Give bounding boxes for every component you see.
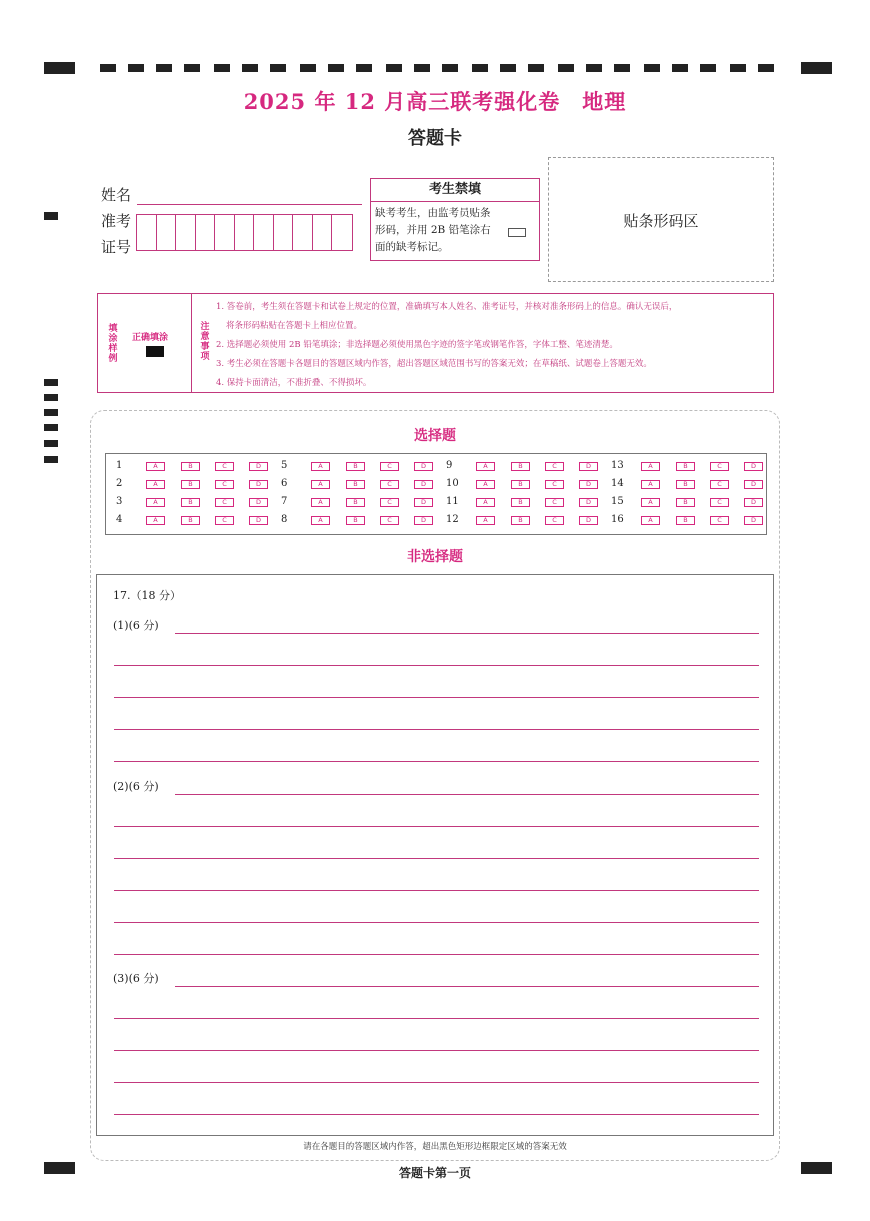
option-bubble-b[interactable]: B [181,480,200,489]
id-label-line1: 准考 [101,212,132,230]
id-digit-cell[interactable] [293,215,313,250]
question-number: 12 [446,514,459,525]
option-bubble-d[interactable]: D [579,498,598,507]
question-number: 5 [281,460,288,471]
answer-line[interactable] [114,922,759,923]
option-bubble-c[interactable]: C [380,498,399,507]
absent-box-instructions: 缺考考生，由监考员贴条形码，并用 2B 铅笔涂右面的缺考标记。 [375,207,491,253]
question-17-label: 17.（18 分） [113,589,181,602]
timing-mark-left [44,379,58,386]
option-bubble-a[interactable]: A [311,462,330,471]
timing-dash [442,64,458,72]
question-number: 14 [611,478,624,489]
option-bubble-b[interactable]: B [181,462,200,471]
option-bubble-d[interactable]: D [414,462,433,471]
option-bubble-a[interactable]: A [641,480,660,489]
answer-line[interactable] [114,954,759,955]
option-bubble-d[interactable]: D [579,462,598,471]
answer-line[interactable] [175,794,759,795]
option-bubble-d[interactable]: D [249,480,268,489]
timing-dash [100,64,116,72]
option-bubble-d[interactable]: D [579,480,598,489]
option-bubble-c[interactable]: C [380,516,399,525]
rule-2: 2. 选择题必须使用 2B 铅笔填涂；非选择题必须使用黑色字迹的签字笔或钢笔作答，字体工整、笔迹清楚。 [216,340,618,350]
option-bubble-a[interactable]: A [476,498,495,507]
option-bubble-d[interactable]: D [744,516,763,525]
timing-mark-left [44,456,58,463]
option-bubble-a[interactable]: A [476,480,495,489]
sub-question-label: (1)(6 分) [113,619,159,632]
answer-line[interactable] [175,986,759,987]
rules-list [216,298,776,393]
timing-dash [586,64,602,72]
question-number: 16 [611,514,624,525]
option-bubble-c[interactable]: C [380,462,399,471]
nonchoice-section-title: 非选择题 [407,549,463,565]
timing-dash [270,64,286,72]
absent-checkbox[interactable] [508,228,526,237]
question-number: 3 [116,496,123,507]
id-digit-cell[interactable] [157,215,177,250]
timing-dash [356,64,372,72]
sub-question-label: (2)(6 分) [113,780,159,793]
id-label-line2: 证号 [101,238,132,256]
correct-fill-label: 正确填涂 [132,333,169,343]
timing-dash [386,64,402,72]
option-bubble-c[interactable]: C [215,516,234,525]
question-number: 8 [281,514,288,525]
answer-line[interactable] [114,826,759,827]
timing-dash [700,64,716,72]
option-bubble-d[interactable]: D [249,516,268,525]
timing-dash [414,64,430,72]
page-title: 2025 年 12 月高三联考强化卷 地理 [243,89,627,114]
question-number: 9 [446,460,453,471]
timing-dash [758,64,774,72]
name-field[interactable] [137,204,362,205]
option-bubble-d[interactable]: D [744,498,763,507]
timing-dash [242,64,258,72]
answer-line[interactable] [114,665,759,666]
option-bubble-b[interactable]: B [511,480,530,489]
answer-line[interactable] [114,858,759,859]
option-bubble-d[interactable]: D [744,462,763,471]
sub-question-label: (3)(6 分) [113,972,159,985]
question-number: 13 [611,460,624,471]
correct-fill-sample [146,346,164,357]
absent-box-title: 考生禁填 [371,179,539,202]
option-bubble-a[interactable]: A [641,516,660,525]
absent-mark-box [370,178,540,261]
option-bubble-c[interactable]: C [710,498,729,507]
option-bubble-c[interactable]: C [545,462,564,471]
answer-line[interactable] [114,1050,759,1051]
option-bubble-a[interactable]: A [146,462,165,471]
option-bubble-a[interactable]: A [476,516,495,525]
timing-dash [128,64,144,72]
page-subtitle: 答题卡 [408,128,462,149]
rule-3: 3. 考生必须在答题卡各题目的答题区域内作答，超出答题区域范围书写的答案无效；在草稿纸、试题卷上答题无效。 [216,359,652,369]
question-number: 11 [446,496,459,507]
timing-dash [672,64,688,72]
option-bubble-c[interactable]: C [545,516,564,525]
option-bubble-b[interactable]: B [511,516,530,525]
timing-dash [614,64,630,72]
option-bubble-b[interactable]: B [676,480,695,489]
question-number: 1 [116,460,123,471]
id-digit-cell[interactable] [176,215,196,250]
option-bubble-c[interactable]: C [710,516,729,525]
option-bubble-b[interactable]: B [511,462,530,471]
option-bubble-d[interactable]: D [249,498,268,507]
rule-1: 1. 答卷前，考生须在答题卡和试卷上规定的位置，准确填写本人姓名、准考证号，并核对准条形码上的信息。确认无误后， [216,302,678,312]
answer-line[interactable] [114,697,759,698]
id-digit-cell[interactable] [274,215,294,250]
id-digit-cell[interactable] [254,215,274,250]
name-label: 姓名 [101,186,132,204]
option-bubble-d[interactable]: D [249,462,268,471]
option-bubble-c[interactable]: C [215,498,234,507]
barcode-area [548,157,774,282]
option-bubble-d[interactable]: D [414,480,433,489]
timing-dash [156,64,172,72]
rule-4: 4. 保持卡面清洁，不准折叠、不得损坏。 [216,378,372,388]
timing-dash [730,64,746,72]
question-number: 4 [116,514,123,525]
option-bubble-c[interactable]: C [710,462,729,471]
option-bubble-a[interactable]: A [311,498,330,507]
answer-line[interactable] [114,890,759,891]
option-bubble-c[interactable]: C [380,480,399,489]
option-bubble-d[interactable]: D [414,498,433,507]
id-digit-cell[interactable] [196,215,216,250]
footer-warning: 请在各题目的答题区域内作答，超出黑色矩形边框限定区域的答案无效 [303,1142,567,1152]
option-bubble-c[interactable]: C [710,480,729,489]
id-digit-cell[interactable] [215,215,235,250]
timing-mark-left [44,409,58,416]
option-bubble-b[interactable]: B [676,516,695,525]
option-bubble-b[interactable]: B [346,462,365,471]
timing-dash [558,64,574,72]
answer-line[interactable] [114,1018,759,1019]
question-number: 7 [281,496,288,507]
page-footer: 答题卡第一页 [398,1166,471,1180]
fill-sample-panel [98,294,192,392]
question-number: 10 [446,478,459,489]
timing-mark-top-left [44,62,75,74]
option-bubble-d[interactable]: D [579,516,598,525]
option-bubble-a[interactable]: A [311,480,330,489]
timing-mark-top-right [801,62,832,74]
question-number: 2 [116,478,123,489]
timing-dash [184,64,200,72]
choice-section-title: 选择题 [414,428,456,444]
nonchoice-answer-box [96,574,774,1136]
timing-mark-left [44,394,58,401]
option-bubble-c[interactable]: C [215,462,234,471]
answer-line[interactable] [114,1114,759,1115]
option-bubble-a[interactable]: A [476,462,495,471]
timing-dash [328,64,344,72]
option-bubble-b[interactable]: B [181,516,200,525]
question-number: 15 [611,496,624,507]
answer-line[interactable] [175,633,759,634]
id-digit-cell[interactable] [313,215,333,250]
option-bubble-a[interactable]: A [146,480,165,489]
timing-dash [300,64,316,72]
id-digit-cell[interactable] [137,215,157,250]
timing-dash [214,64,230,72]
option-bubble-b[interactable]: B [676,498,695,507]
option-bubble-b[interactable]: B [511,498,530,507]
timing-mark-left-1 [44,212,58,220]
timing-dash [528,64,544,72]
option-bubble-b[interactable]: B [346,480,365,489]
answer-line[interactable] [114,729,759,730]
option-bubble-a[interactable]: A [146,498,165,507]
fill-sample-label: 填 涂 样 例 [108,324,118,364]
option-bubble-b[interactable]: B [181,498,200,507]
id-digit-cell[interactable] [332,215,352,250]
timing-dash [472,64,488,72]
option-bubble-b[interactable]: B [346,498,365,507]
notes-label: 注 意 事 项 [200,322,210,362]
timing-dash [500,64,516,72]
option-bubble-c[interactable]: C [545,480,564,489]
option-bubble-a[interactable]: A [311,516,330,525]
question-number: 6 [281,478,288,489]
timing-dash [644,64,660,72]
id-number-grid[interactable] [136,214,353,251]
instructions-panel [97,293,774,393]
option-bubble-b[interactable]: B [676,462,695,471]
option-bubble-d[interactable]: D [414,516,433,525]
option-bubble-c[interactable]: C [215,480,234,489]
option-bubble-a[interactable]: A [641,462,660,471]
option-bubble-a[interactable]: A [641,498,660,507]
rule-1-cont: 将条形码粘贴在答题卡上相应位置。 [226,321,363,331]
answer-line[interactable] [114,761,759,762]
choice-grid [105,453,767,535]
option-bubble-d[interactable]: D [744,480,763,489]
option-bubble-c[interactable]: C [545,498,564,507]
option-bubble-b[interactable]: B [346,516,365,525]
id-digit-cell[interactable] [235,215,255,250]
barcode-label: 贴条形码区 [623,212,699,230]
answer-line[interactable] [114,1082,759,1083]
option-bubble-a[interactable]: A [146,516,165,525]
